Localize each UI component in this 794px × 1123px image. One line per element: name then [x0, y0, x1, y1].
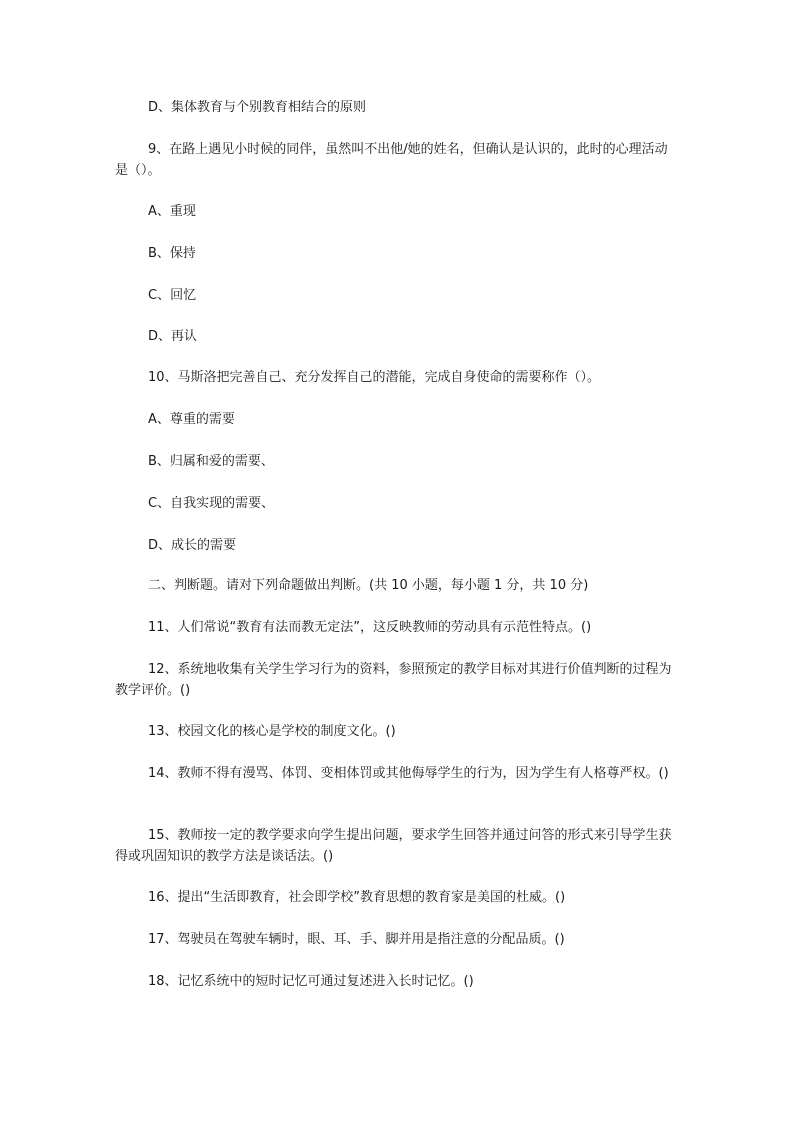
- option-9b: B、保持: [148, 246, 196, 261]
- question-17: 17、驾驶员在驾驶车辆时，眼、耳、手、脚并用是指注意的分配品质。(): [148, 932, 565, 947]
- question-18: 18、记忆系统中的短时记忆可通过复述进入长时记忆。(): [148, 974, 474, 989]
- option-10c: C、自我实现的需要、: [148, 496, 275, 511]
- option-10b: B、归属和爱的需要、: [148, 454, 274, 469]
- question-9: 9、在路上遇见小时候的同伴，虽然叫不出他/她的姓名，但确认是认识的，此时的心理活动是（）。: [115, 142, 668, 178]
- question-10: 10、马斯洛把完善自己、充分发挥自己的潜能，完成自身使命的需要称作（）。: [148, 370, 601, 385]
- section-2-heading: 二、判断题。请对下列命题做出判断。(共 10 小题，每小题 1 分，共 10 分): [148, 578, 589, 593]
- question-12: 12、系统地收集有关学生学习行为的资料，参照预定的教学目标对其进行价值判断的过程为教学评价。(): [115, 662, 672, 698]
- question-13: 13、校园文化的核心是学校的制度文化。(): [148, 724, 396, 739]
- option-8d: D、集体教育与个别教育相结合的原则: [148, 100, 367, 115]
- option-9c: C、回忆: [148, 288, 197, 303]
- question-16: 16、提出“生活即教育，社会即学校”教育思想的教育家是美国的杜威。(): [148, 890, 566, 905]
- option-10d: D、成长的需要: [148, 538, 237, 553]
- question-14: 14、教师不得有漫骂、体罚、变相体罚或其他侮辱学生的行为，因为学生有人格尊严权。(): [148, 766, 669, 781]
- question-15: 15、教师按一定的教学要求向学生提出问题，要求学生回答并通过问答的形式来引导学生获得或巩固知识的教学方法是谈话法。(): [115, 828, 672, 864]
- option-9d: D、再认: [148, 329, 198, 344]
- option-9a: A、重现: [148, 204, 196, 219]
- question-11: 11、人们常说“教育有法而教无定法”，这反映教师的劳动具有示范性特点。(): [148, 620, 592, 635]
- option-10a: A、尊重的需要: [148, 412, 235, 427]
